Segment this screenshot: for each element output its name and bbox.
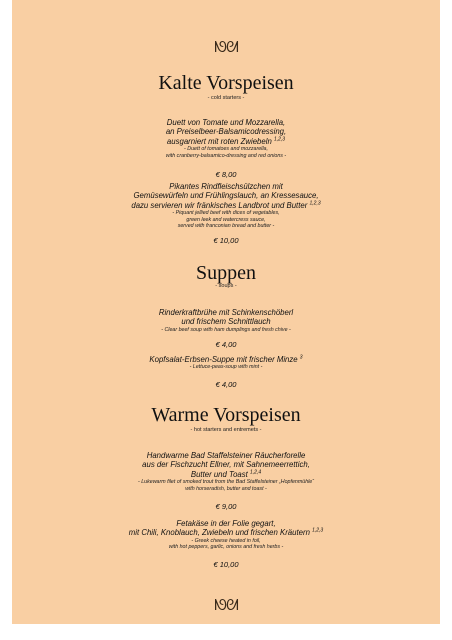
item-price: € 4,00: [215, 380, 237, 389]
item-description-de: aus der Fischzucht Ellner, mit Sahnemeerrettich,: [142, 460, 310, 470]
section-title-soups: Suppen: [196, 262, 256, 284]
item-description-de: Fetakäse in der Folie gegart,: [176, 519, 276, 528]
item-description-de: Rinderkraftbrühe mit Schinkenschöberl: [158, 308, 294, 317]
item-description-de: dazu servieren wir fränkisches Landbrot und Butter $^{1,2,3}$: [131, 200, 321, 210]
allergen-note: 1,2,3: [312, 527, 324, 534]
menu-item-smoked-trout: [12, 451, 440, 492]
ornament-top: ᘚᘛ: [214, 38, 238, 56]
item-description-en: with cranberry-balsamico-dressing and red onions -: [165, 152, 287, 159]
section-subtitle-hot-starters: - hot starters and entremets -: [190, 427, 262, 433]
item-description-de: mit Chili, Knoblauch, Zwiebeln und frischen Kräutern $^{1,2,3}$: [128, 527, 324, 538]
item-description-en: with horseradish, butter and toast -: [185, 485, 267, 492]
item-description-en: - Duett of tomatoes and mozzarella,: [184, 146, 268, 153]
allergen-note: 1,2,4: [249, 469, 262, 476]
section-title-hot-starters: Warme Vorspeisen: [151, 404, 301, 426]
menu-item-lettuce-pea-soup: [12, 355, 440, 371]
item-description-de: Pikantes Rindfleischsülzchen mit: [169, 182, 283, 191]
item-description-de: an Preiselbeer-Balsamicodressing,: [165, 127, 287, 137]
item-description-en: green leek and watercress sauce,: [186, 216, 266, 223]
item-description-en: - Piquant jellied beef with dices of vegetables,: [172, 210, 280, 217]
item-price: € 8,00: [215, 170, 237, 179]
menu-item-beef-aspic: [12, 182, 440, 230]
menu-item-beef-broth: [12, 308, 440, 333]
item-description-en: - Lettuce-peas-soup with mint -: [189, 364, 263, 371]
item-description-de: Butter und Toast $^{1,2,4}$: [190, 469, 262, 479]
section-title-cold-starters: Kalte Vorspeisen: [158, 72, 294, 94]
item-price: € 9,00: [215, 502, 237, 511]
item-price: € 10,00: [213, 236, 239, 245]
allergen-note: 3: [299, 354, 303, 361]
item-description-en: - Lukewarm filet of smoked trout from the Bad Staffelsteiner „Hopfenmühle“: [137, 479, 315, 486]
item-description-en: with hot peppers, garlic, onions and fresh herbs -: [168, 544, 284, 551]
menu-item-feta-foil: [12, 519, 440, 551]
item-price: € 4,00: [215, 340, 237, 349]
item-description-de: Handwarme Bad Staffelsteiner Räucherforelle: [146, 451, 306, 460]
item-description-en: served with franconian bread and butter -: [177, 223, 275, 230]
item-price: € 10,00: [213, 560, 239, 569]
allergen-note: 1,2,3: [273, 136, 286, 143]
section-subtitle-cold-starters: - cold starters -: [207, 95, 245, 101]
item-description-de: Duett von Tomate und Mozzarella,: [166, 118, 286, 127]
menu-item-tomato-mozzarella: [12, 118, 440, 159]
item-description-de: ausgarniert mit roten Zwiebeln $^{1,2,3}$: [166, 136, 286, 146]
item-description-de: Kopfsalat-Erbsen-Suppe mit frischer Minze $^3$: [149, 354, 303, 364]
allergen-note: 1,2,3: [309, 200, 321, 207]
item-description-de: und frischem Schnittlauch: [181, 317, 271, 327]
item-description-de: Gemüsewürfeln und Frühlingslauch, an Kressesauce,: [133, 191, 319, 201]
item-description-en: - Greek cheese heated in foil,: [191, 537, 261, 544]
menu-page: [12, 0, 440, 624]
item-description-en: - Clear beef soup with ham dumplings and fresh chive -: [161, 326, 291, 333]
section-subtitle-soups: - soups -: [215, 283, 237, 289]
ornament-bottom: ᘚᘛ: [214, 596, 238, 614]
